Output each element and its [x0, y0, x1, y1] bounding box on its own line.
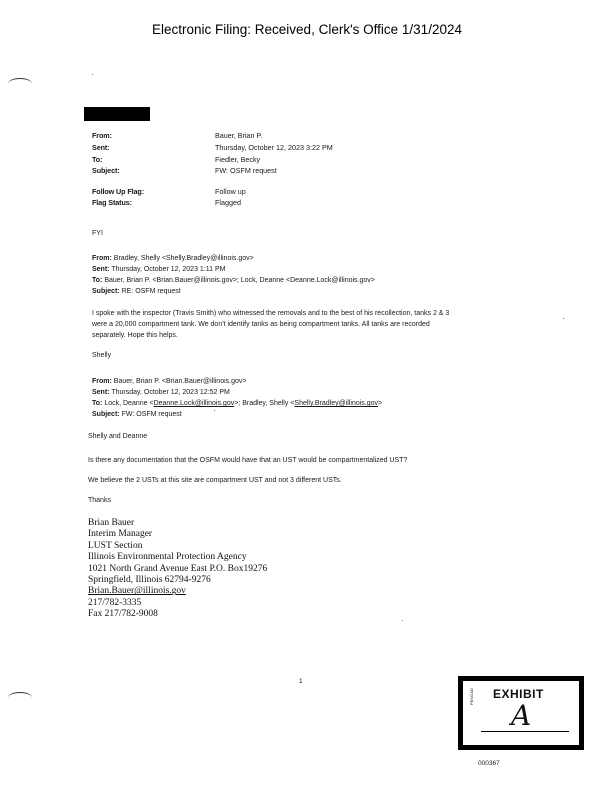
reply1-body-line1: I spoke with the inspector (Travis Smith) who witnessed the removals and to the best of his recollection, tanks 2 & 3: [92, 310, 450, 317]
reply1-from: [92, 254, 254, 264]
header-to-value: Fiedler, Becky: [215, 155, 261, 164]
signature-agency: Illinois Environmental Protection Agency: [88, 552, 247, 563]
exhibit-side-text: PENGAD: [469, 688, 474, 705]
scan-mark-bottom: [8, 692, 32, 703]
page-number: 1: [299, 678, 303, 685]
orig-to-mid: >; Bradley, Shelly <: [234, 400, 295, 407]
header-from-value: Bauer, Brian P.: [215, 131, 263, 140]
scan-speck: [214, 410, 215, 411]
orig-body-line1: Is there any documentation that the OSFM would have that an UST would be compartmentalized UST?: [88, 457, 408, 464]
orig-to: [92, 399, 382, 409]
reply1-body-line3: separately. Hope this helps.: [92, 332, 178, 339]
exhibit-letter: A: [511, 699, 532, 732]
reply1-subject-value: RE: OSFM request: [121, 288, 181, 295]
header-from-label: From:: [92, 131, 112, 140]
header-flag-value: Follow up: [215, 187, 246, 196]
filing-stamp: Electronic Filing: Received, Clerk's Office 1/31/2024: [152, 22, 462, 37]
orig-sent: [92, 388, 230, 398]
header-subject-label: Subject:: [92, 166, 120, 175]
reply1-from-value: Bradley, Shelly <Shelly.Bradley@illinois.gov>: [113, 255, 254, 262]
header-subject-value: FW: OSFM request: [215, 166, 277, 175]
orig-to-link-lock[interactable]: Deanne.Lock@illinois.gov: [153, 400, 235, 407]
signature-phone: 217/782-3335: [88, 597, 142, 608]
orig-from-value: Bauer, Brian P. <Brian.Bauer@illinois.gov>: [113, 378, 247, 385]
orig-subject: [92, 410, 182, 420]
orig-from: [92, 377, 246, 387]
reply1-subject-label: Subject:: [92, 288, 120, 295]
reply1-sent-value: Thursday, October 12, 2023 1:11 PM: [111, 266, 226, 273]
scan-speck: [92, 74, 93, 75]
orig-to-link-bradley[interactable]: Shelly.Bradley@illinois.gov: [294, 400, 379, 407]
signature-city: Springfield, Illinois 62794-9276: [88, 575, 211, 586]
reply1-sent: [92, 265, 225, 275]
reply1-subject: [92, 287, 181, 297]
signature-fax: Fax 217/782-9008: [88, 609, 158, 620]
signature-title: Interim Manager: [88, 529, 153, 540]
reply1-from-label: From:: [92, 255, 112, 262]
header-flag-label: Follow Up Flag:: [92, 187, 144, 196]
orig-thanks: Thanks: [88, 497, 111, 504]
orig-subject-value: FW: OSFM request: [121, 411, 182, 418]
orig-sent-value: Thursday, October 12, 2023 12:52 PM: [111, 389, 230, 396]
scan-speck: [402, 620, 403, 621]
signature-email[interactable]: Brian.Bauer@illinois.gov: [88, 586, 186, 597]
reply1-body-line2: were a 20,000 compartment tank. We don't identify tanks as being compartment tanks. All tanks are recorded: [92, 321, 430, 328]
reply1-to-value: Bauer, Brian P. <Brian.Bauer@illinois.gov>; Lock, Deanne <Deanne.Lock@illinois.gov>: [104, 277, 375, 284]
reply1-sent-label: Sent:: [92, 266, 110, 273]
orig-sent-label: Sent:: [92, 389, 110, 396]
fyi-text: FYI: [92, 230, 103, 237]
header-to-label: To:: [92, 155, 103, 164]
exhibit-line: [481, 731, 569, 732]
scan-speck: [563, 318, 564, 319]
exhibit-title: EXHIBIT: [493, 687, 544, 701]
orig-body-line2: We believe the 2 USTs at this site are compartment UST and not 3 different USTs.: [88, 477, 342, 484]
header-status-value: Flagged: [215, 198, 241, 207]
exhibit-sticker: [458, 676, 584, 750]
orig-to-prefix: Lock, Deanne <: [104, 400, 154, 407]
redaction-bar: [84, 107, 150, 121]
reply1-to-label: To:: [92, 277, 103, 284]
orig-greeting: Shelly and Deanne: [88, 433, 148, 440]
signature-name: Brian Bauer: [88, 518, 135, 528]
reply1-to: [92, 276, 375, 286]
bates-number: 000367: [478, 760, 500, 767]
orig-to-label: To:: [92, 400, 103, 407]
signature: [88, 518, 267, 621]
reply1-signoff: Shelly: [92, 352, 112, 359]
orig-to-suffix: >: [378, 400, 383, 407]
scan-mark-top: [8, 78, 32, 89]
orig-from-label: From:: [92, 378, 112, 385]
signature-section: LUST Section: [88, 540, 143, 551]
header-sent-label: Sent:: [92, 143, 110, 152]
orig-subject-label: Subject:: [92, 411, 120, 418]
signature-address: 1021 North Grand Avenue East P.O. Box19276: [88, 563, 268, 574]
header-status-label: Flag Status:: [92, 198, 132, 207]
header-sent-value: Thursday, October 12, 2023 3:22 PM: [215, 143, 333, 152]
